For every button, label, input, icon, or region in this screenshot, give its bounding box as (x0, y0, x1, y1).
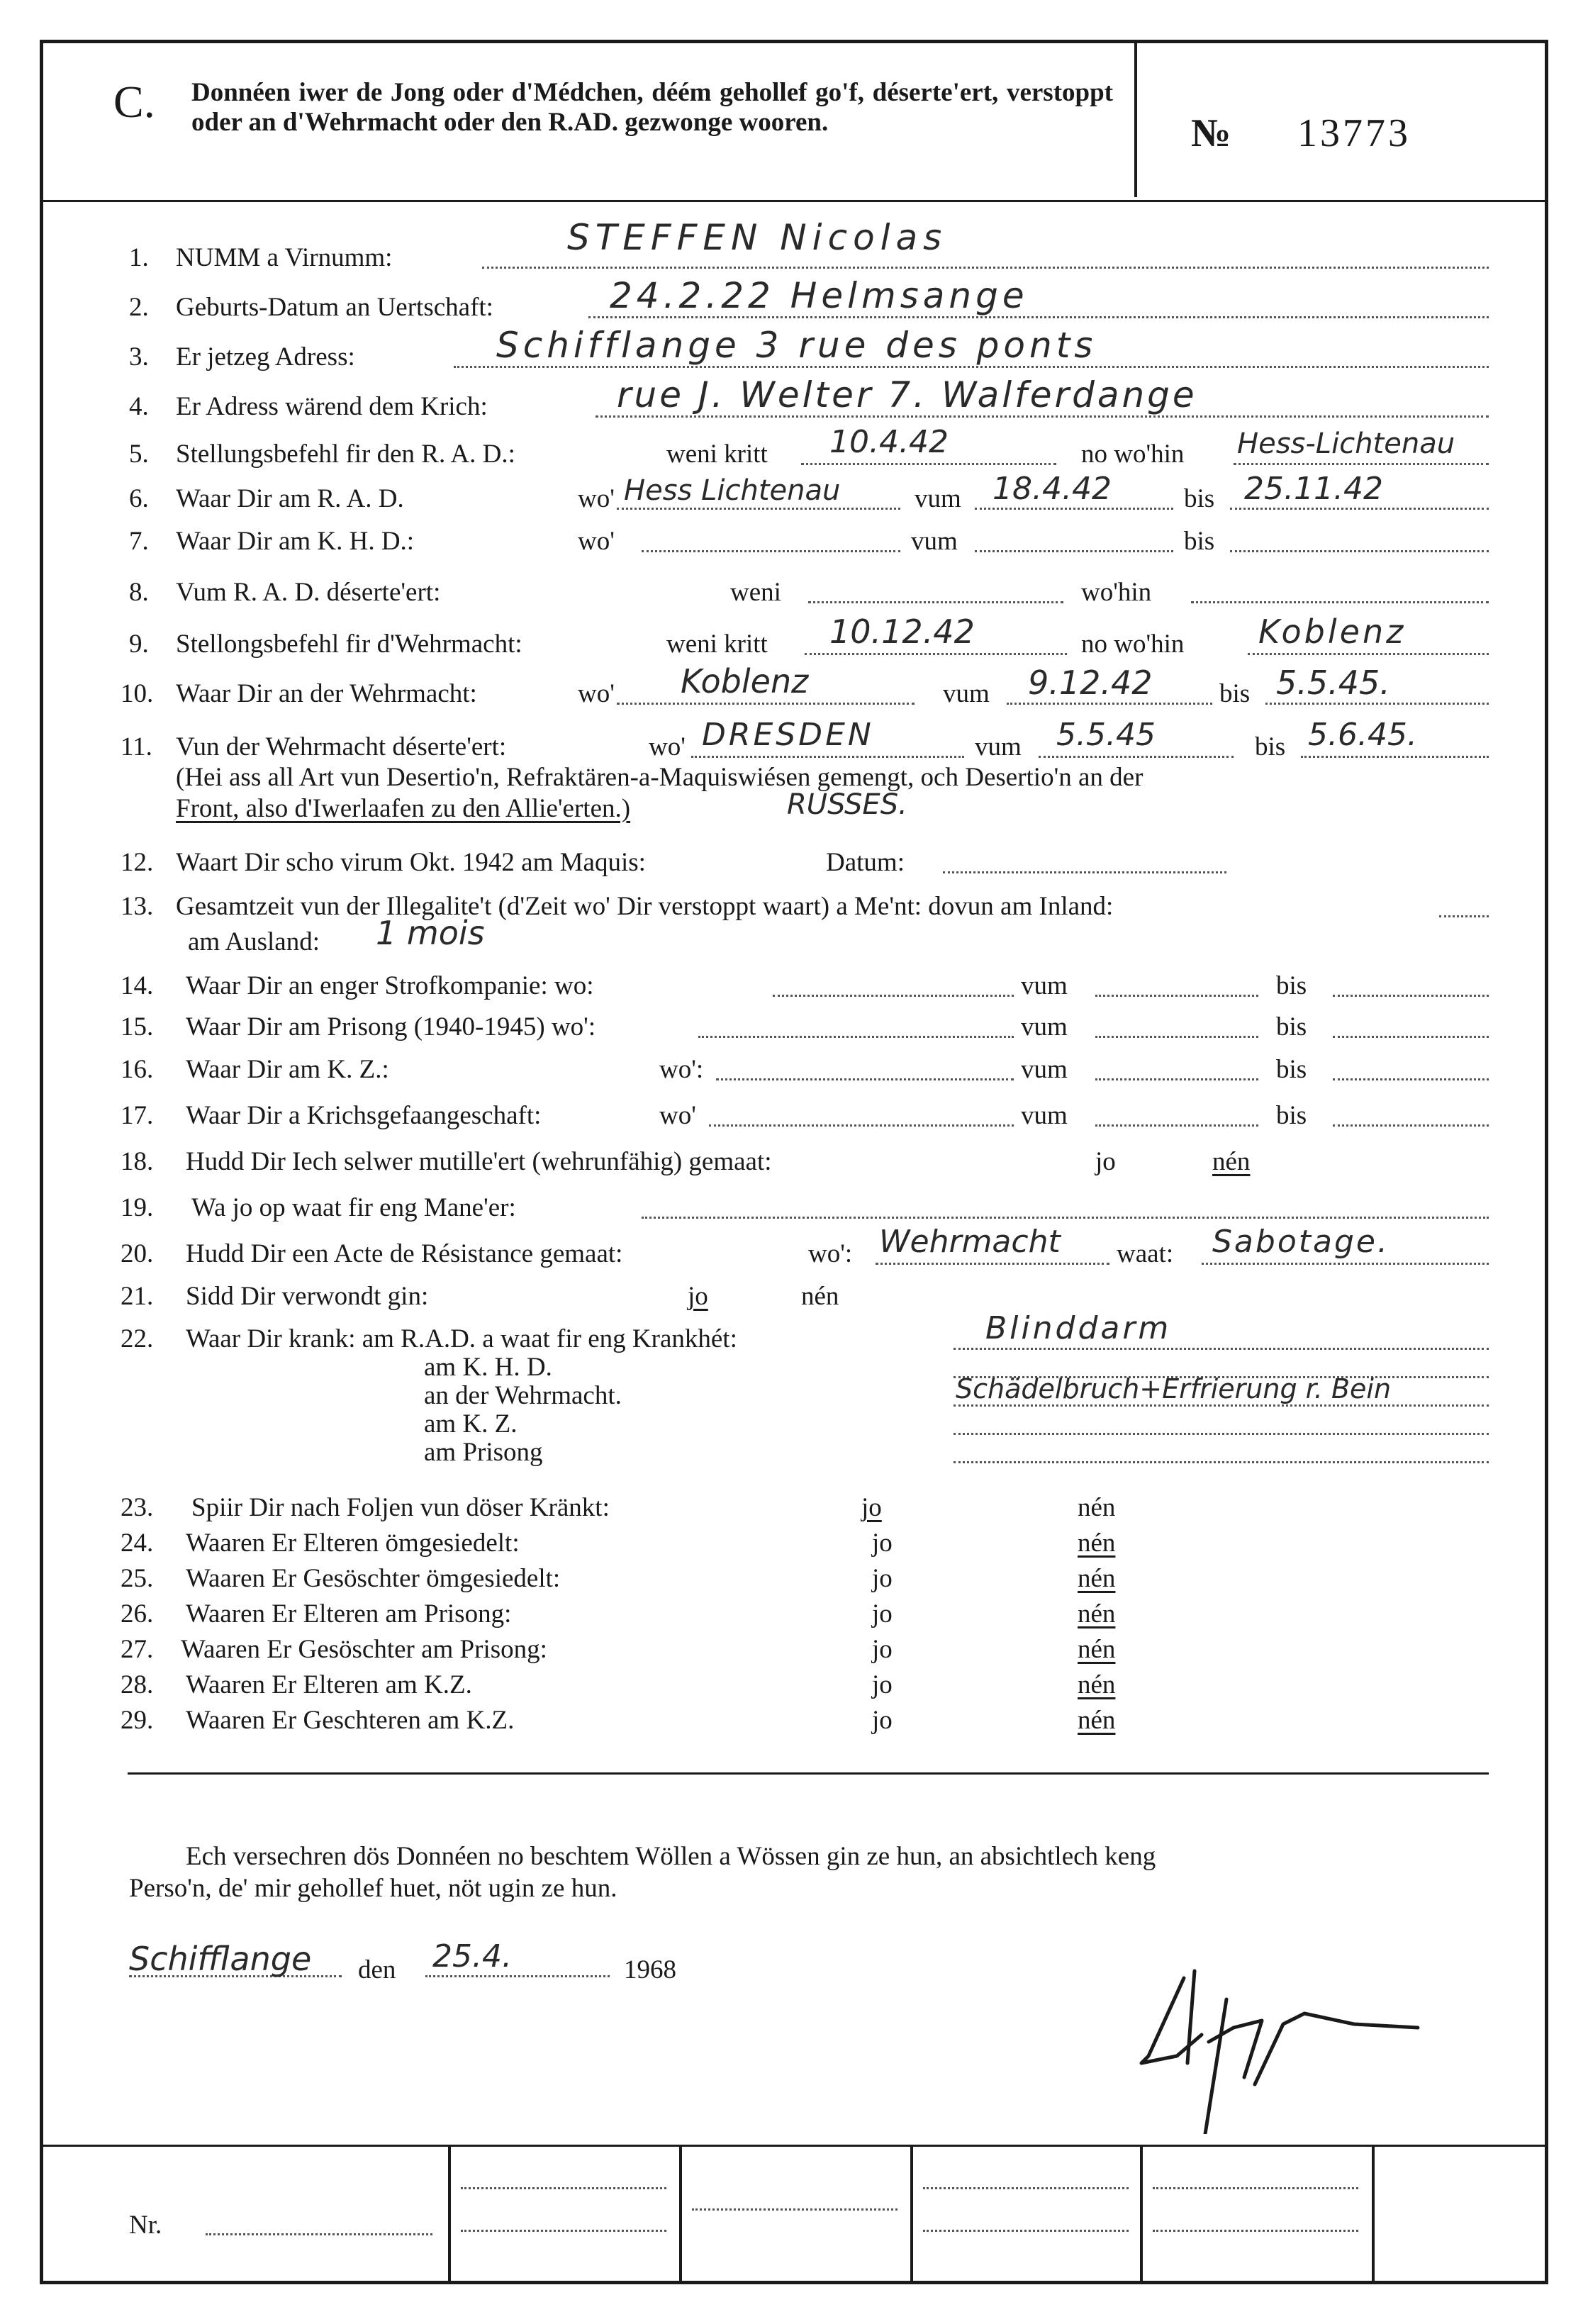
footer-cell-line (461, 2187, 666, 2189)
q11-wo-line (691, 756, 964, 758)
q3-address-value: Schifflange 3 rue des ponts (496, 325, 1097, 366)
q11-wo-label: wo' (649, 732, 686, 761)
q5-label: Stellungsbefehl fir den R. A. D.: (176, 440, 515, 469)
q10-label: Waar Dir an der Wehrmacht: (176, 679, 477, 708)
q6-wo-value: Hess Lichtenau (624, 474, 841, 507)
q6-vum-label: vum (915, 484, 961, 513)
q15-vum-line (1095, 1036, 1258, 1038)
q4-line (596, 415, 1489, 418)
q6-vum-line (975, 508, 1173, 510)
q23-nen: nén (1078, 1493, 1116, 1522)
q9-num: 9. (129, 630, 149, 659)
footer-cell-line (923, 2187, 1129, 2189)
q13-ausland-value: 1 mois (376, 914, 485, 952)
q13-ausland-label: am Ausland: (188, 927, 320, 956)
q5-weni-value: 10.4.42 (829, 424, 949, 460)
q10-bis-line (1265, 703, 1489, 705)
q19-num: 19. (121, 1193, 154, 1222)
q10-vum-line (1007, 703, 1212, 705)
q21-nen: nén (801, 1282, 839, 1311)
den-label: den (358, 1955, 396, 1984)
footer-col-5 (1372, 2145, 1375, 2283)
q14-vum-label: vum (1021, 971, 1068, 1000)
q3-line (454, 366, 1489, 368)
q12-datum-label: Datum: (826, 848, 905, 877)
q10-vum-value: 9.12.42 (1028, 664, 1153, 702)
q5-nowohin-line (1234, 463, 1489, 465)
q24-nen: nén (1078, 1529, 1116, 1558)
q17-wo-label: wo' (659, 1101, 696, 1130)
q28-num: 28. (121, 1670, 154, 1699)
q9-nowohin-value: Koblenz (1258, 613, 1407, 651)
q18-jo: jo (1095, 1147, 1116, 1176)
q10-bis-value: 5.5.45. (1276, 664, 1390, 702)
q7-vum-label: vum (911, 527, 958, 556)
date-line (425, 1975, 610, 1977)
q16-bis-label: bis (1276, 1055, 1307, 1084)
q6-label: Waar Dir am R. A. D. (176, 484, 404, 513)
q17-label: Waar Dir a Krichsgefaangeschaft: (186, 1101, 542, 1130)
q14-vum-line (1095, 995, 1258, 997)
q8-wohin-label: wo'hin (1081, 578, 1152, 607)
q15-wo-line (698, 1036, 1014, 1038)
q16-num: 16. (121, 1055, 154, 1084)
q8-wohin-line (1191, 601, 1489, 603)
q17-wo-line (709, 1124, 1014, 1127)
q22-sub-wehrmacht: an der Wehrmacht. (424, 1381, 622, 1410)
q25-num: 25. (121, 1564, 154, 1593)
footer-cell-line (1153, 2187, 1358, 2189)
q13-num: 13. (121, 892, 154, 921)
q1-line (482, 267, 1489, 269)
q25-nen: nén (1078, 1564, 1116, 1593)
q16-wo-label: wo': (659, 1055, 704, 1084)
q18-nen: nén (1212, 1147, 1251, 1176)
q2-birth-value: 24.2.22 Helmsange (610, 275, 1029, 316)
q29-jo: jo (872, 1706, 893, 1735)
q20-wo-label: wo': (808, 1239, 853, 1268)
q22-rad-value: Blinddarm (985, 1310, 1172, 1346)
q20-waat-label: waat: (1117, 1239, 1174, 1268)
declaration-line2: Perso'n, de' mir gehollef huet, nöt ugin ze hun. (129, 1874, 617, 1903)
q6-bis-value: 25.11.42 (1244, 471, 1383, 507)
q13-line1: Gesamtzeit vun der Illegalite't (d'Zeit wo' Dir verstoppt waart) a Me'nt: dovun am Inland: (176, 892, 1114, 921)
q22-wehrmacht-value: Schädelbruch+Erfrierung r. Bein (956, 1373, 1392, 1404)
q11-extra-value: RUSSES. (787, 788, 907, 821)
q24-jo: jo (872, 1529, 893, 1558)
q11-vum-label: vum (975, 732, 1022, 761)
q7-bis-label: bis (1184, 527, 1215, 556)
q11-bis-value: 5.6.45. (1308, 717, 1417, 753)
q14-wo-line (773, 995, 1014, 997)
q2-label: Geburts-Datum an Uertschaft: (176, 293, 493, 322)
q22-prisong-line (954, 1461, 1489, 1463)
q12-datum-line (943, 871, 1226, 873)
q12-label: Waart Dir scho virum Okt. 1942 am Maquis: (176, 848, 646, 877)
q17-bis-line (1333, 1124, 1489, 1127)
q10-num: 10. (121, 679, 154, 708)
q16-vum-label: vum (1021, 1055, 1068, 1084)
q9-nowohin-label: no wo'hin (1081, 630, 1185, 659)
q22-rad-line (954, 1348, 1489, 1350)
q26-nen: nén (1078, 1599, 1116, 1629)
q18-num: 18. (121, 1147, 154, 1176)
q17-bis-label: bis (1276, 1101, 1307, 1130)
q9-weni-line (805, 653, 1067, 655)
q5-nowohin-value: Hess-Lichtenau (1237, 428, 1455, 460)
q20-waat-line (1202, 1263, 1489, 1265)
q6-wo-line (617, 508, 900, 510)
q11-bis-line (1301, 756, 1489, 758)
q16-wo-line (716, 1078, 1014, 1080)
declaration-rule (128, 1772, 1489, 1775)
q2-line (588, 316, 1489, 318)
q1-num: 1. (129, 243, 149, 272)
q27-num: 27. (121, 1635, 154, 1664)
q10-wo-value: Koblenz (681, 662, 809, 700)
q11-vum-value: 5.5.45 (1056, 717, 1156, 753)
q14-num: 14. (121, 971, 154, 1000)
q8-weni-label: weni (730, 578, 781, 607)
q11-label: Vun der Wehrmacht déserte'ert: (176, 732, 507, 761)
q2-num: 2. (129, 293, 149, 322)
signature-stroke-2 (1187, 1971, 1195, 2063)
q7-num: 7. (129, 527, 149, 556)
header-rule (43, 200, 1545, 202)
q9-label: Stellongsbefehl fir d'Wehrmacht: (176, 630, 522, 659)
q5-num: 5. (129, 440, 149, 469)
q10-vum-label: vum (943, 679, 990, 708)
q20-label: Hudd Dir een Acte de Résistance gemaat: (186, 1239, 623, 1268)
q6-bis-label: bis (1184, 484, 1215, 513)
q11-bis-label: bis (1255, 732, 1286, 761)
q29-label: Waaren Er Geschteren am K.Z. (186, 1706, 515, 1735)
q5-weni-label: weni kritt (666, 440, 768, 469)
q15-vum-label: vum (1021, 1012, 1068, 1041)
q22-sub-khd: am K. H. D. (424, 1353, 552, 1382)
q11-note-line1: (Hei ass all Art vun Desertio'n, Refraktären-a-Maquiswiésen gemengt, och Desertio'n an der (176, 763, 1144, 792)
q21-jo: jo (688, 1282, 708, 1311)
footer-cell-line (692, 2208, 898, 2211)
q13-inland-line (1439, 915, 1489, 917)
number-label: № (1191, 111, 1231, 155)
footer-cell-line (923, 2230, 1129, 2232)
q27-jo: jo (872, 1635, 893, 1664)
q1-name-value: STEFFEN Nicolas (567, 217, 948, 258)
q14-label: Waar Dir an enger Strofkompanie: wo: (186, 971, 594, 1000)
q14-bis-label: bis (1276, 971, 1307, 1000)
q4-label: Er Adress wärend dem Krich: (176, 392, 488, 421)
q3-label: Er jetzeg Adress: (176, 342, 355, 371)
q29-num: 29. (121, 1706, 154, 1735)
q15-bis-label: bis (1276, 1012, 1307, 1041)
q15-num: 15. (121, 1012, 154, 1041)
q16-bis-line (1333, 1078, 1489, 1080)
footer-cell-line (461, 2230, 666, 2232)
q6-num: 6. (129, 484, 149, 513)
signature (1120, 1957, 1432, 2134)
q22-sub-prisong: am Prisong (424, 1438, 543, 1467)
q26-jo: jo (872, 1599, 893, 1629)
q6-wo-label: wo' (578, 484, 615, 513)
q7-bis-line (1230, 550, 1489, 552)
q21-num: 21. (121, 1282, 154, 1311)
declaration-line1: Ech versechren dös Donnéen no beschtem Wöllen a Wössen gin ze hun, an absichtlech keng (186, 1842, 1156, 1871)
q4-war-address-value: rue J. Welter 7. Walferdange (617, 374, 1197, 415)
date-value: 25.4. (432, 1938, 512, 1974)
q16-label: Waar Dir am K. Z.: (186, 1055, 389, 1084)
q10-bis-label: bis (1219, 679, 1251, 708)
q23-num: 23. (121, 1493, 154, 1522)
q17-num: 17. (121, 1101, 154, 1130)
q11-note-line2: Front, also d'Iwerlaafen zu den Allie'erten.) (176, 794, 631, 823)
q24-label: Waaren Er Elteren ömgesiedelt: (186, 1529, 520, 1558)
q27-nen: nén (1078, 1635, 1116, 1664)
signature-stroke-3 (1205, 1999, 1226, 2134)
q26-num: 26. (121, 1599, 154, 1629)
q21-label: Sidd Dir verwondt gin: (186, 1282, 429, 1311)
footer-col-1 (448, 2145, 451, 2283)
q7-wo-label: wo' (578, 527, 615, 556)
q18-label: Hudd Dir Iech selwer mutille'ert (wehrunfähig) gemaat: (186, 1147, 772, 1176)
q23-label: Spiir Dir nach Foljen vun döser Kränkt: (191, 1493, 610, 1522)
footer-rule (43, 2145, 1545, 2147)
section-letter: C. (113, 77, 155, 127)
q27-label: Waaren Er Gesöschter am Prisong: (181, 1635, 547, 1664)
q4-num: 4. (129, 392, 149, 421)
q7-vum-line (975, 550, 1173, 552)
q28-jo: jo (872, 1670, 893, 1699)
header-divider (1134, 43, 1137, 197)
q8-num: 8. (129, 578, 149, 607)
form-number: 13773 (1297, 111, 1411, 155)
q6-vum-value: 18.4.42 (992, 471, 1112, 507)
q16-vum-line (1095, 1078, 1258, 1080)
place-value: Schifflange (129, 1940, 312, 1978)
q1-label: NUMM a Virnumm: (176, 243, 393, 272)
q22-label: Waar Dir krank: am R.A.D. a waat fir eng Krankhét: (186, 1324, 737, 1353)
q17-vum-line (1095, 1124, 1258, 1127)
q11-wo-value: DRESDEN (702, 717, 874, 753)
q29-nen: nén (1078, 1706, 1116, 1735)
q5-nowohin-label: no wo'hin (1081, 440, 1185, 469)
year-text: 1968 (624, 1955, 676, 1984)
q11-num: 11. (121, 732, 152, 761)
nr-label: Nr. (129, 2211, 162, 2240)
q8-label: Vum R. A. D. déserte'ert: (176, 578, 441, 607)
q11-vum-line (1039, 756, 1234, 758)
q9-nowohin-line (1248, 653, 1489, 655)
q20-waat-value: Sabotage. (1212, 1224, 1390, 1260)
q20-wo-line (876, 1263, 1109, 1265)
q24-num: 24. (121, 1529, 154, 1558)
q5-weni-line (801, 463, 1056, 465)
q3-num: 3. (129, 342, 149, 371)
q22-wehrmacht-line (954, 1404, 1489, 1407)
q7-label: Waar Dir am K. H. D.: (176, 527, 415, 556)
q8-weni-line (808, 601, 1063, 603)
q17-vum-label: vum (1021, 1101, 1068, 1130)
q9-weni-value: 10.12.42 (829, 613, 975, 651)
q15-label: Waar Dir am Prisong (1940-1945) wo': (186, 1012, 596, 1041)
q28-label: Waaren Er Elteren am K.Z. (186, 1670, 472, 1699)
q19-line (642, 1217, 1489, 1219)
q22-num: 22. (121, 1324, 154, 1353)
q25-jo: jo (872, 1564, 893, 1593)
footer-cell-line (1153, 2230, 1358, 2232)
q9-weni-label: weni kritt (666, 630, 768, 659)
signature-stroke-5 (1255, 2013, 1418, 2084)
q10-wo-line (617, 703, 915, 705)
q20-num: 20. (121, 1239, 154, 1268)
q22-sub-kz: am K. Z. (424, 1409, 518, 1438)
footer-col-4 (1140, 2145, 1143, 2283)
q14-bis-line (1333, 995, 1489, 997)
q26-label: Waaren Er Elteren am Prisong: (186, 1599, 512, 1629)
q22-kz-line (954, 1433, 1489, 1435)
q7-wo-line (642, 550, 900, 552)
q19-label: Wa jo op waat fir eng Mane'er: (191, 1193, 516, 1222)
q25-label: Waaren Er Gesöschter ömgesiedelt: (186, 1564, 561, 1593)
form-title: Donnéen iwer de Jong oder d'Médchen, déém gehollef go'f, déserte'ert, verstoppt oder an d'Wehrmacht oder den R.AD. gezwonge wooren. (191, 78, 1113, 137)
nr-line (206, 2233, 432, 2235)
footer-col-3 (910, 2145, 913, 2283)
q15-bis-line (1333, 1036, 1489, 1038)
q10-wo-label: wo' (578, 679, 615, 708)
q6-bis-line (1230, 508, 1489, 510)
q20-wo-value: Wehrmacht (879, 1224, 1061, 1260)
q28-nen: nén (1078, 1670, 1116, 1699)
q12-num: 12. (121, 848, 154, 877)
footer-col-2 (679, 2145, 682, 2283)
q23-jo: jo (861, 1493, 882, 1522)
